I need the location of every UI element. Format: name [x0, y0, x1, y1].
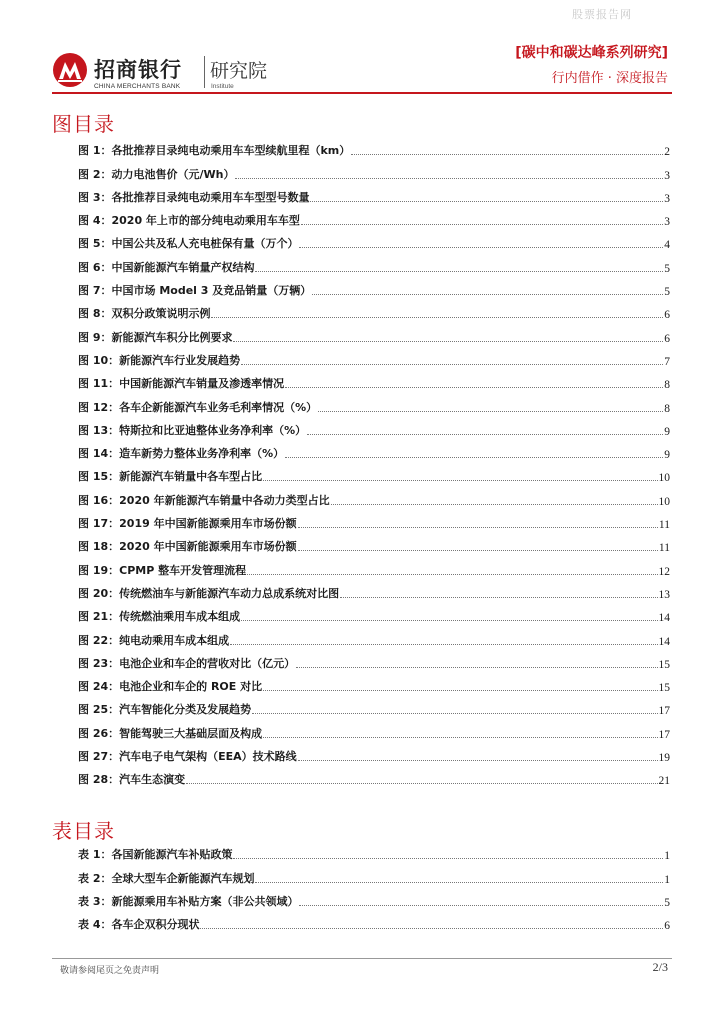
figures-toc-list [78, 135, 670, 787]
toc-entry-label[interactable]: 表 3：新能源乘用车补贴方案（非公共领域） [78, 894, 299, 908]
toc-entry-label[interactable]: 图 27：汽车电子电气架构（EEA）技术路线 [78, 750, 297, 764]
series-title: [碳中和碳达峰系列研究] [515, 45, 668, 61]
toc-entry-page[interactable]: 5 [664, 896, 670, 909]
toc-entry-label[interactable]: 表 2：全球大型车企新能源汽车规划 [78, 871, 255, 885]
toc-dot-leader [296, 667, 657, 668]
toc-entry-page[interactable]: 1 [664, 873, 670, 886]
bank-name-cn: 招商银行 [94, 58, 182, 82]
toc-entry-label[interactable]: 图 14：造车新势力整体业务净利率（%） [78, 447, 285, 461]
toc-dot-leader [298, 527, 658, 528]
toc-entry-label[interactable]: 图 5：中国公共及私人充电桩保有量（万个） [78, 237, 299, 251]
toc-dot-leader [255, 271, 663, 272]
toc-entry-page[interactable]: 4 [664, 239, 670, 252]
table-toc-entry[interactable] [78, 886, 670, 909]
toc-entry-page[interactable]: 14 [658, 635, 670, 648]
toc-entry-page[interactable]: 6 [664, 920, 670, 933]
toc-dot-leader [200, 928, 663, 929]
figure-toc-entry[interactable] [78, 601, 670, 624]
figure-toc-entry[interactable] [78, 182, 670, 205]
toc-entry-label[interactable]: 图 10：新能源汽车行业发展趋势 [78, 353, 241, 367]
toc-entry-page[interactable]: 14 [658, 612, 670, 625]
table-toc-entry[interactable] [78, 839, 670, 862]
toc-dot-leader [241, 364, 663, 365]
header-divider [52, 92, 672, 94]
toc-entry-label[interactable]: 图 18：2020 年中国新能源乘用车市场份额 [78, 540, 297, 554]
toc-entry-page[interactable]: 5 [664, 262, 670, 275]
figure-toc-entry[interactable] [78, 415, 670, 438]
toc-entry-page[interactable]: 5 [664, 286, 670, 299]
figure-toc-entry[interactable] [78, 531, 670, 554]
figure-toc-entry[interactable] [78, 554, 670, 577]
toc-dot-leader [241, 620, 657, 621]
toc-entry-page[interactable]: 19 [658, 752, 670, 765]
toc-entry-label[interactable]: 图 6：中国新能源汽车销量产权结构 [78, 260, 255, 274]
tables-toc-title: 表目录 [52, 819, 115, 843]
toc-entry-label[interactable]: 图 15：新能源汽车销量中各车型占比 [78, 470, 263, 484]
toc-entry-page[interactable]: 15 [658, 682, 670, 695]
figure-toc-entry[interactable] [78, 321, 670, 344]
figure-toc-entry[interactable] [78, 508, 670, 531]
toc-dot-leader [310, 201, 663, 202]
toc-entry-page[interactable]: 10 [658, 472, 670, 485]
toc-dot-leader [230, 644, 657, 645]
toc-dot-leader [235, 178, 663, 179]
toc-dot-leader [233, 341, 663, 342]
toc-entry-label[interactable]: 图 9：新能源汽车积分比例要求 [78, 330, 233, 344]
cmb-logo-icon [52, 52, 88, 88]
toc-entry-page[interactable]: 15 [658, 658, 670, 671]
toc-dot-leader [252, 713, 657, 714]
figure-toc-entry[interactable] [78, 298, 670, 321]
figure-toc-entry[interactable] [78, 345, 670, 368]
watermark-text: 股票报告网 [572, 8, 632, 21]
toc-dot-leader [255, 882, 663, 883]
toc-entry-page[interactable]: 7 [664, 355, 670, 368]
toc-dot-leader [331, 504, 658, 505]
toc-dot-leader [233, 858, 663, 859]
figure-toc-entry[interactable] [78, 251, 670, 274]
toc-entry-label[interactable]: 图 26：智能驾驶三大基础层面及构成 [78, 726, 263, 740]
institute-name-cn: 研究院 [210, 60, 268, 82]
figure-toc-entry[interactable] [78, 624, 670, 647]
toc-entry-label[interactable]: 图 13：特斯拉和比亚迪整体业务净利率（%） [78, 423, 307, 437]
figure-toc-entry[interactable] [78, 438, 670, 461]
institute-name-en: Institute [211, 83, 234, 90]
toc-dot-leader [318, 411, 663, 412]
page-number: 2/3 [652, 960, 668, 974]
figure-toc-entry[interactable] [78, 578, 670, 601]
figure-toc-entry[interactable] [78, 694, 670, 717]
table-toc-entry[interactable] [78, 909, 670, 932]
figure-toc-entry[interactable] [78, 228, 670, 251]
toc-entry-page[interactable]: 11 [658, 542, 670, 555]
toc-dot-leader [211, 317, 663, 318]
figure-toc-entry[interactable] [78, 484, 670, 507]
toc-entry-page[interactable]: 10 [658, 495, 670, 508]
toc-entry-page[interactable]: 9 [664, 425, 670, 438]
toc-entry-page[interactable]: 1 [664, 850, 670, 863]
toc-dot-leader [351, 154, 663, 155]
toc-dot-leader [263, 480, 657, 481]
report-type: 行内借作 · 深度报告 [551, 71, 668, 86]
figure-toc-entry[interactable] [78, 205, 670, 228]
toc-entry-page[interactable]: 11 [658, 519, 670, 532]
toc-entry-page[interactable]: 6 [664, 309, 670, 322]
toc-entry-label[interactable]: 图 12：各车企新能源汽车业务毛利率情况（%） [78, 400, 318, 414]
toc-dot-leader [263, 737, 657, 738]
toc-dot-leader [298, 760, 658, 761]
toc-entry-label[interactable]: 图 24：电池企业和车企的 ROE 对比 [78, 680, 263, 694]
figures-toc-title: 图目录 [52, 112, 115, 136]
footer-divider [52, 958, 672, 959]
toc-entry-page[interactable]: 13 [658, 588, 670, 601]
toc-entry-label[interactable]: 图 11：中国新能源汽车销量及渗透率情况 [78, 377, 285, 391]
toc-entry-label[interactable]: 图 7：中国市场 Model 3 及竞品销量（万辆） [78, 284, 312, 298]
toc-dot-leader [247, 574, 657, 575]
figure-toc-entry[interactable] [78, 135, 670, 158]
figure-toc-entry[interactable] [78, 717, 670, 740]
toc-entry-label[interactable]: 图 17：2019 年中国新能源乘用车市场份额 [78, 517, 297, 531]
toc-entry-page[interactable]: 2 [664, 146, 670, 159]
toc-dot-leader [312, 294, 663, 295]
toc-entry-label[interactable]: 图 28：汽车生态演变 [78, 773, 186, 787]
toc-dot-leader [301, 224, 663, 225]
footer-disclaimer: 敬请参阅尾页之免责声明 [60, 966, 160, 976]
toc-entry-label[interactable]: 图 19：CPMP 整车开发管理流程 [78, 563, 247, 577]
toc-entry-label[interactable]: 图 16：2020 年新能源汽车销量中各动力类型占比 [78, 493, 330, 507]
toc-entry-label[interactable]: 图 21：传统燃油乘用车成本组成 [78, 610, 241, 624]
figure-toc-entry[interactable] [78, 275, 670, 298]
figure-toc-entry[interactable] [78, 368, 670, 391]
figure-toc-entry[interactable] [78, 648, 670, 671]
toc-entry-label[interactable]: 图 23：电池企业和车企的营收对比（亿元） [78, 656, 296, 670]
tables-toc-list [78, 839, 670, 932]
toc-entry-label[interactable]: 图 2：动力电池售价（元/Wh） [78, 167, 235, 181]
bank-name-en: CHINA MERCHANTS BANK [94, 83, 181, 90]
toc-dot-leader [340, 597, 657, 598]
toc-entry-page[interactable]: 17 [658, 705, 670, 718]
toc-entry-label[interactable]: 图 25：汽车智能化分类及发展趋势 [78, 703, 252, 717]
toc-entry-page[interactable]: 3 [664, 169, 670, 182]
toc-entry-label[interactable]: 图 3：各批推荐目录纯电动乘用车车型型号数量 [78, 190, 310, 204]
toc-dot-leader [299, 905, 663, 906]
toc-entry-label[interactable]: 图 22：纯电动乘用车成本组成 [78, 633, 230, 647]
toc-dot-leader [263, 690, 657, 691]
toc-entry-page[interactable]: 21 [658, 775, 670, 788]
toc-entry-page[interactable]: 3 [664, 216, 670, 229]
toc-entry-label[interactable]: 图 1：各批推荐目录纯电动乘用车车型续航里程（km） [78, 144, 351, 158]
toc-dot-leader [186, 783, 657, 784]
toc-dot-leader [299, 247, 663, 248]
figure-toc-entry[interactable] [78, 671, 670, 694]
toc-entry-page[interactable]: 8 [664, 402, 670, 415]
figure-toc-entry[interactable] [78, 158, 670, 181]
toc-entry-label[interactable]: 图 8：双积分政策说明示例 [78, 307, 211, 321]
figure-toc-entry[interactable] [78, 461, 670, 484]
toc-entry-page[interactable]: 9 [664, 449, 670, 462]
bank-logo [52, 52, 282, 96]
toc-dot-leader [298, 550, 658, 551]
toc-entry-label[interactable]: 表 4：各车企双积分现状 [78, 918, 200, 932]
toc-dot-leader [307, 434, 663, 435]
toc-dot-leader [285, 387, 663, 388]
toc-entry-page[interactable]: 12 [658, 565, 670, 578]
toc-entry-label[interactable]: 图 20：传统燃油车与新能源汽车动力总成系统对比图 [78, 586, 340, 600]
toc-entry-label[interactable]: 表 1：各国新能源汽车补贴政策 [78, 848, 233, 862]
figure-toc-entry[interactable] [78, 391, 670, 414]
logo-divider [204, 56, 205, 88]
figure-toc-entry[interactable] [78, 741, 670, 764]
figure-toc-entry[interactable] [78, 764, 670, 787]
toc-dot-leader [285, 457, 663, 458]
toc-entry-page[interactable]: 3 [664, 192, 670, 205]
toc-entry-page[interactable]: 17 [658, 728, 670, 741]
table-toc-entry[interactable] [78, 862, 670, 885]
toc-entry-label[interactable]: 图 4：2020 年上市的部分纯电动乘用车车型 [78, 214, 300, 228]
toc-entry-page[interactable]: 6 [664, 332, 670, 345]
toc-entry-page[interactable]: 8 [664, 379, 670, 392]
